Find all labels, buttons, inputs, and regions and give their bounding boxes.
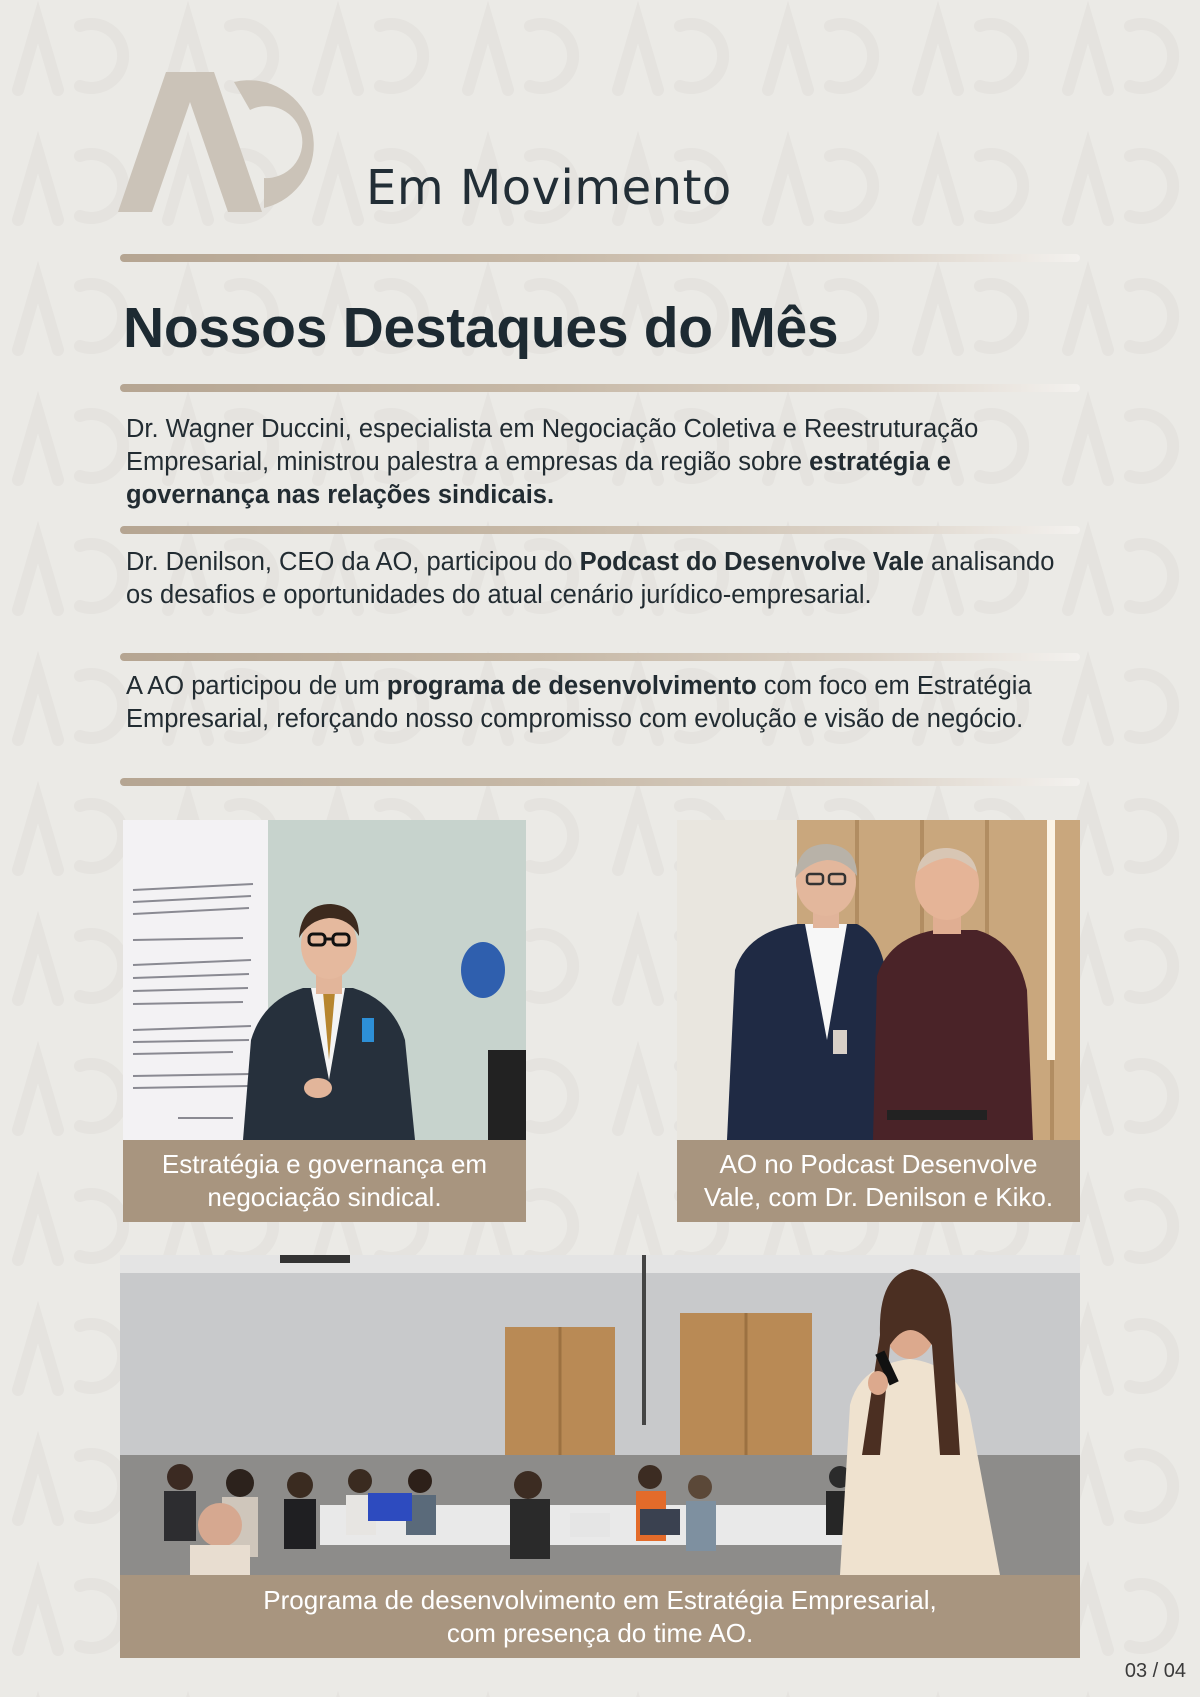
highlight-paragraph [126,670,1076,736]
photo-card [120,1255,1080,1658]
highlight-emphasis: programa de desenvolvimento [386,672,757,700]
divider [120,778,1080,786]
highlight-text: Dr. Denilson, CEO da AO, participou do [126,548,580,576]
photo-caption [677,1140,1080,1222]
divider [120,254,1080,262]
photo-caption [123,1140,526,1222]
highlight-text: analisando os desafios e oportunidades do atual cenário jurídico-empresarial. [126,548,1055,609]
photo-card [677,820,1080,1222]
brand-title: Em Movimento [366,160,732,216]
podcast-photo [677,820,1080,1140]
caption-text: AO no Podcast Desenvolve Vale, com Dr. Denilson e Kiko. [703,1149,1054,1212]
photo-caption [120,1575,1080,1658]
page-number: 03 / 04 [1124,1660,1186,1682]
caption-text: Programa de desenvolvimento em Estratégia Empresarial, com presença do time AO. [263,1584,937,1648]
photo-card [123,820,526,1222]
divider [120,384,1080,392]
highlight-text: Dr. Wagner Duccini, especialista em Negociação Coletiva e Reestruturação Empresarial, ministrou palestra a empresas da região sobre [126,415,979,476]
page-heading: Nossos Destaques do Mês [123,296,839,360]
highlight-emphasis: Podcast do Desenvolve Vale [579,548,924,576]
workshop-photo [120,1255,1080,1575]
divider [120,526,1080,534]
highlight-paragraph [126,413,1076,512]
ao-logo [118,72,344,212]
divider [120,653,1080,661]
speaker-photo [123,820,526,1140]
highlight-emphasis: estratégia e governança nas relações sindicais. [126,448,951,509]
caption-text: Estratégia e governança em negociação sindical. [161,1149,488,1212]
highlight-text: A AO participou de um [126,672,387,700]
highlight-text: com foco em Estratégia Empresarial, reforçando nosso compromisso com evolução e visão de negócio. [126,672,1032,733]
highlight-paragraph [126,546,1076,612]
